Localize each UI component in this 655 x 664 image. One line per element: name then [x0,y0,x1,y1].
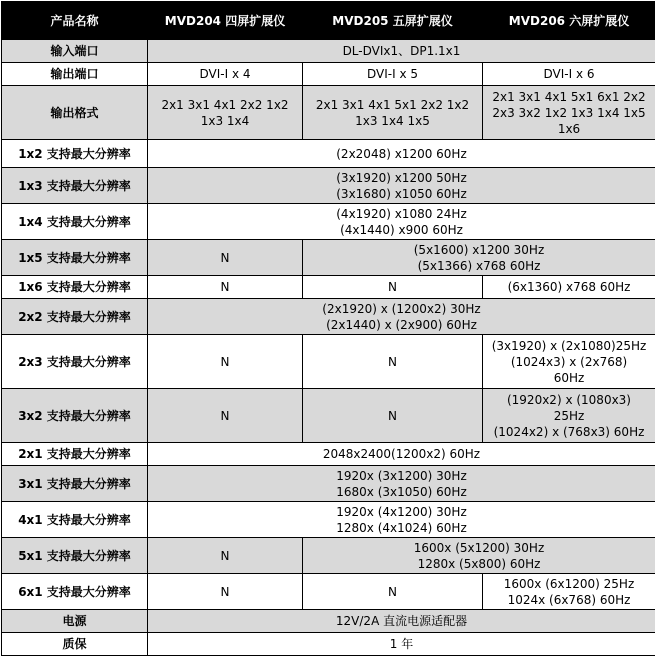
row-2x1 [2,443,655,466]
value-5x1-mvd204: N [148,538,303,574]
value-1x4-line-2: (4x1440) x900 60Hz [149,222,654,238]
header-mvd205: MVD205 五屏扩展仪 [303,2,483,40]
label-1x4: 1x4 支持最大分辨率 [2,204,148,240]
value-2x3-mvd204: N [148,335,303,389]
label-1x5: 1x5 支持最大分辨率 [2,240,148,276]
row-output-format [2,86,655,140]
value-4x1-line-2: 1280x (4x1024) 60Hz [149,520,654,536]
value-5x1-line-2: 1280x (5x800) 60Hz [304,556,654,572]
value-1x2: (2x2048) x1200 60Hz [148,140,655,168]
value-input-port: DL-DVIx1、DP1.1x1 [148,40,655,63]
row-output-port [2,63,655,86]
format-mvd204-line-2: 1x3 1x4 [149,113,301,129]
row-input-port [2,40,655,63]
row-1x3 [2,168,655,204]
header-mvd204: MVD204 四屏扩展仪 [148,2,303,40]
value-2x2-line-2: (2x1440) x (2x900) 60Hz [149,317,654,333]
label-2x1: 2x1 支持最大分辨率 [2,443,148,466]
label-3x2: 3x2 支持最大分辨率 [2,389,148,443]
format-mvd205-line-2: 1x3 1x4 1x5 [304,113,481,129]
value-2x1: 2048x2400(1200x2) 60Hz [148,443,655,466]
header-mvd206: MVD206 六屏扩展仪 [483,2,655,40]
label-2x3: 2x3 支持最大分辨率 [2,335,148,389]
value-6x1-mvd206 [483,574,655,610]
value-warranty: 1 年 [148,633,655,656]
value-1x6-mvd206: (6x1360) x768 60Hz [483,276,655,299]
value-6x1-mvd205: N [303,574,483,610]
row-1x6 [2,276,655,299]
value-format-mvd205 [303,86,483,140]
row-4x1 [2,502,655,538]
value-format-mvd204 [148,86,303,140]
value-4x1-line-1: 1920x (4x1200) 30Hz [149,504,654,520]
label-warranty: 质保 [2,633,148,656]
value-2x3-line-1: (3x1920) x (2x1080)25Hz [484,338,654,354]
row-2x2 [2,299,655,335]
label-output-port: 输出端口 [2,63,148,86]
value-1x5-line-1: (5x1600) x1200 30Hz [304,242,654,258]
value-output-mvd205: DVI-I x 5 [303,63,483,86]
value-1x3-line-2: (3x1680) x1050 60Hz [149,186,654,202]
value-3x1-line-1: 1920x (3x1200) 30Hz [149,468,654,484]
value-6x1-line-2: 1024x (6x768) 60Hz [484,592,654,608]
value-2x3-line-3: 60Hz [484,370,654,386]
value-3x2-line-3: (1024x2) x (768x3) 60Hz [484,424,654,440]
value-2x2 [148,299,655,335]
format-mvd204-line-1: 2x1 3x1 4x1 2x2 1x2 [149,97,301,113]
row-1x2 [2,140,655,168]
value-1x5-mvd204: N [148,240,303,276]
value-6x1-line-1: 1600x (6x1200) 25Hz [484,576,654,592]
row-5x1 [2,538,655,574]
value-1x3 [148,168,655,204]
label-power: 电源 [2,610,148,633]
value-2x3-mvd206 [483,335,655,389]
value-1x5 [303,240,655,276]
label-5x1: 5x1 支持最大分辨率 [2,538,148,574]
value-6x1-mvd204: N [148,574,303,610]
row-3x2 [2,389,655,443]
value-format-mvd206 [483,86,655,140]
value-output-mvd206: DVI-I x 6 [483,63,655,86]
format-mvd206-line-1: 2x1 3x1 4x1 5x1 6x1 2x2 [484,89,654,105]
row-2x3 [2,335,655,389]
value-3x2-line-1: (1920x2) x (1080x3) [484,392,654,408]
label-2x2: 2x2 支持最大分辨率 [2,299,148,335]
value-1x4 [148,204,655,240]
value-3x2-mvd205: N [303,389,483,443]
value-2x3-line-2: (1024x3) x (2x768) [484,354,654,370]
value-3x1 [148,466,655,502]
value-power: 12V/2A 直流电源适配器 [148,610,655,633]
value-output-mvd204: DVI-I x 4 [148,63,303,86]
value-5x1-line-1: 1600x (5x1200) 30Hz [304,540,654,556]
format-mvd206-line-3: 1x6 [484,121,654,137]
spec-table [1,1,655,656]
label-6x1: 6x1 支持最大分辨率 [2,574,148,610]
label-input-port: 输入端口 [2,40,148,63]
label-1x6: 1x6 支持最大分辨率 [2,276,148,299]
value-1x5-line-2: (5x1366) x768 60Hz [304,258,654,274]
header-row [2,2,655,40]
label-output-format: 输出格式 [2,86,148,140]
value-1x4-line-1: (4x1920) x1080 24Hz [149,206,654,222]
row-1x5 [2,240,655,276]
value-2x2-line-1: (2x1920) x (1200x2) 30Hz [149,301,654,317]
value-5x1 [303,538,655,574]
value-3x1-line-2: 1680x (3x1050) 60Hz [149,484,654,500]
row-power [2,610,655,633]
label-3x1: 3x1 支持最大分辨率 [2,466,148,502]
label-4x1: 4x1 支持最大分辨率 [2,502,148,538]
label-1x3: 1x3 支持最大分辨率 [2,168,148,204]
value-3x2-line-2: 25Hz [484,408,654,424]
value-4x1 [148,502,655,538]
row-warranty [2,633,655,656]
value-3x2-mvd204: N [148,389,303,443]
format-mvd206-line-2: 2x3 3x2 1x2 1x3 1x4 1x5 [484,105,654,121]
value-2x3-mvd205: N [303,335,483,389]
header-product-name: 产品名称 [2,2,148,40]
row-3x1 [2,466,655,502]
format-mvd205-line-1: 2x1 3x1 4x1 5x1 2x2 1x2 [304,97,481,113]
value-3x2-mvd206 [483,389,655,443]
label-1x2: 1x2 支持最大分辨率 [2,140,148,168]
value-1x3-line-1: (3x1920) x1200 50Hz [149,170,654,186]
row-6x1 [2,574,655,610]
value-1x6-mvd204: N [148,276,303,299]
value-1x6-mvd205: N [303,276,483,299]
row-1x4 [2,204,655,240]
